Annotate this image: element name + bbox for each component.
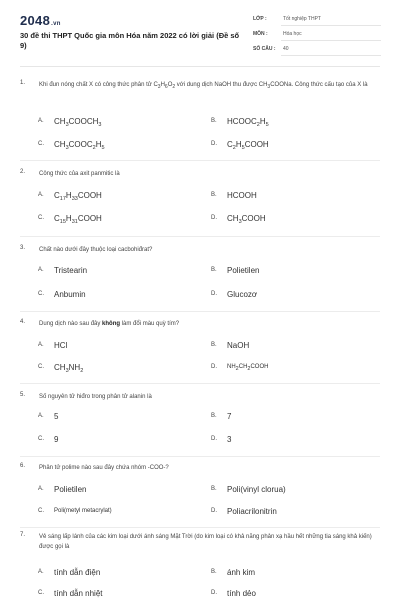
option-letter: D.: [211, 364, 217, 370]
meta-count-value: 40: [283, 46, 289, 52]
meta-subject-label: MÔN :: [253, 31, 268, 37]
option-text: tính dẫn nhiệt: [54, 589, 103, 598]
question-text: Vẻ sáng lấp lánh của các kim loại dưới ánh sáng Mặt Trời (do kim loại có khả năng phản xạ hầu hết những tia sáng khả kiến) được gọi là: [39, 534, 372, 550]
question-divider: [20, 383, 380, 384]
question-text: Dung dịch nào sau đây không làm đổi màu quỳ tím?: [39, 321, 180, 327]
question-text: Chất nào dưới đây thuộc loại cacbohiđrat?: [39, 247, 153, 253]
option-letter: B.: [211, 413, 217, 419]
option-letter: C.: [38, 364, 44, 370]
option-text: Anbumin: [54, 290, 86, 299]
option-letter: B.: [211, 486, 217, 492]
option-text: Glucozơ: [227, 290, 258, 299]
option-letter: C.: [38, 215, 44, 221]
option-letter: D.: [211, 291, 217, 297]
option-letter: A.: [38, 118, 44, 124]
option-text: 5: [54, 412, 59, 421]
option-letter: A.: [38, 192, 44, 198]
question-text: Khi đun nóng chất X có công thức phân tử $C_3H_6O_2$ với dung dịch NaOH thu được $CH_3COONa$. Công thức cấu tạo của X là: [39, 82, 368, 91]
option-text: tính dẻo: [227, 589, 256, 598]
question-text: Công thức của axit panmitic là: [39, 171, 120, 177]
option-letter: C.: [38, 436, 44, 442]
question-number: 5.: [20, 392, 26, 398]
option-letter: C.: [38, 291, 44, 297]
question-number: 4.: [20, 319, 26, 325]
question-divider: [20, 527, 380, 528]
site-logo[interactable]: [20, 13, 61, 28]
option-letter: B.: [211, 118, 217, 124]
logo-main-text: 2048: [20, 13, 51, 28]
exam-title: 30 đề thi THPT Quốc gia môn Hóa năm 2022 có lời giải (Đề số 9): [20, 31, 240, 50]
option-text: HCOOH: [227, 191, 257, 200]
meta-class-underline: [281, 25, 381, 26]
option-text: $CH_3COOH$: [227, 214, 266, 225]
question-number: 7.: [20, 532, 26, 538]
logo-tld-text: .vn: [51, 21, 61, 27]
meta-class-label: LỚP :: [253, 16, 267, 22]
question-text: Số nguyên tử hiđro trong phân tử alanin là: [39, 394, 152, 400]
option-text: $NH_2CH_2COOH$: [227, 364, 269, 372]
option-letter: D.: [211, 215, 217, 221]
option-text: tính dẫn điện: [54, 568, 101, 577]
meta-count-row: [253, 44, 381, 56]
option-text: Poliacrilonitrin: [227, 507, 277, 516]
option-letter: D.: [211, 141, 217, 147]
option-text: $HCOOC_2H_5$: [227, 117, 269, 128]
option-text: Polietilen: [227, 266, 260, 275]
question-divider: [20, 160, 380, 161]
option-text: ánh kim: [227, 568, 256, 577]
option-text: $CH_3COOC_2H_5$: [54, 140, 105, 151]
option-text: Poli(vinyl clorua): [227, 485, 286, 494]
option-text: $CH_3NH_2$: [54, 363, 84, 374]
meta-count-underline: [281, 55, 381, 56]
option-letter: C.: [38, 141, 44, 147]
meta-class-row: [253, 14, 381, 26]
option-text: NaOH: [227, 341, 250, 350]
header-divider: [20, 66, 380, 67]
option-text: $CH_3COOCH_3$: [54, 117, 102, 128]
option-text: 7: [227, 412, 232, 421]
question-number: 2.: [20, 169, 26, 175]
meta-class-value: Tốt nghiệp THPT: [283, 16, 321, 22]
question-number: 3.: [20, 245, 26, 251]
question-number: 1.: [20, 80, 26, 86]
question-text: Phân tử polime nào sau đây chứa nhóm -COO-?: [39, 465, 169, 471]
option-letter: B.: [211, 569, 217, 575]
option-letter: A.: [38, 267, 44, 273]
option-text: 9: [54, 435, 59, 444]
question-number: 6.: [20, 463, 26, 469]
option-text: $C_2H_5COOH$: [227, 140, 269, 151]
meta-count-label: SỐ CÂU :: [253, 46, 276, 52]
option-letter: C.: [38, 590, 44, 596]
option-letter: A.: [38, 342, 44, 348]
option-text: $C_{17}H_{33}COOH$: [54, 191, 102, 202]
option-text: Poli(metyl metacrylat): [54, 508, 112, 514]
option-text: $C_{15}H_{31}COOH$: [54, 214, 102, 225]
option-letter: A.: [38, 569, 44, 575]
option-text: Polietilen: [54, 485, 87, 494]
meta-subject-value: Hóa học: [283, 31, 302, 37]
option-letter: B.: [211, 267, 217, 273]
option-letter: B.: [211, 192, 217, 198]
question-divider: [20, 236, 380, 237]
option-letter: A.: [38, 413, 44, 419]
exam-header: [0, 0, 400, 62]
option-letter: D.: [211, 590, 217, 596]
option-letter: B.: [211, 342, 217, 348]
option-letter: C.: [38, 508, 44, 514]
option-text: HCl: [54, 341, 68, 350]
option-letter: D.: [211, 436, 217, 442]
meta-subject-underline: [281, 40, 381, 41]
option-text: 3: [227, 435, 232, 444]
option-text: Tristearin: [54, 266, 88, 275]
option-letter: A.: [38, 486, 44, 492]
option-letter: D.: [211, 508, 217, 514]
meta-subject-row: [253, 29, 381, 41]
question-divider: [20, 456, 380, 457]
question-divider: [20, 311, 380, 312]
